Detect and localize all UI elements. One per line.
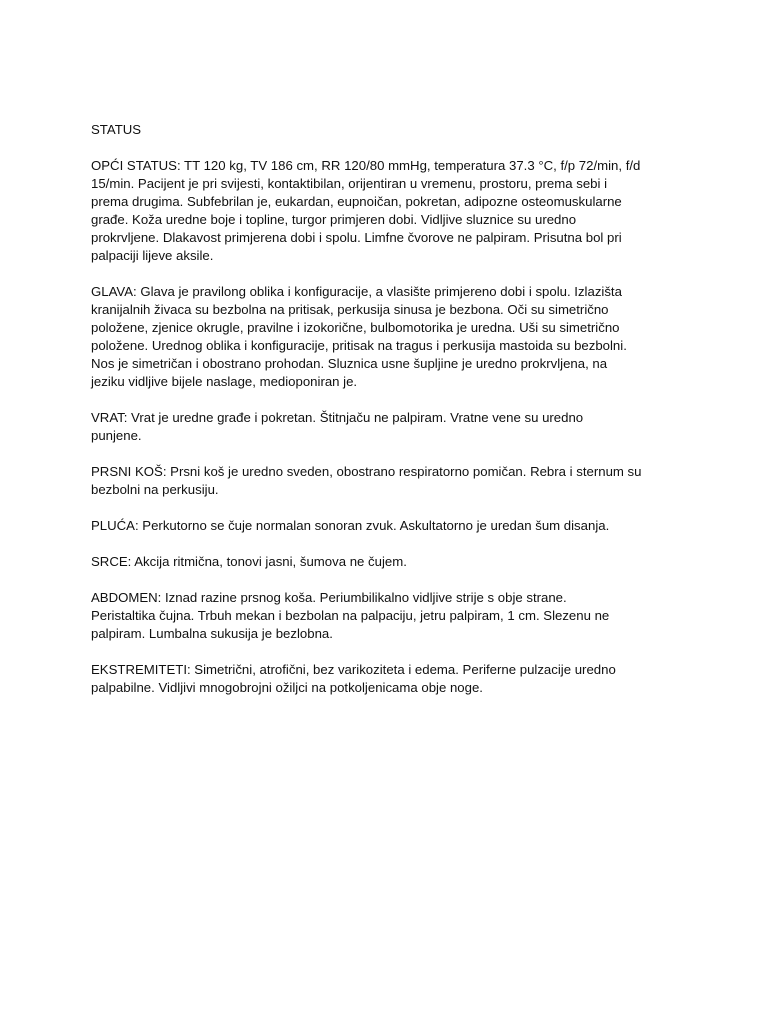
section-pluca (91, 517, 691, 535)
section-vrat (91, 409, 691, 445)
section-line: palpiram. Lumbalna sukusija je bezlobna. (91, 626, 333, 641)
section-glava (91, 283, 691, 391)
section-line: položene, zjenice okrugle, pravilne i izokorične, bulbomotorika je uredna. Uši su simetrično (91, 320, 620, 335)
section-line: Peristaltika čujna. Trbuh mekan i bezbolan na palpaciju, jetru palpiram, 1 cm. Slezenu ne (91, 608, 610, 623)
section-line: palpaciji lijeve aksile. (91, 248, 214, 263)
document-page (91, 121, 691, 715)
section-line: 15/min. Pacijent je pri svijesti, kontaktibilan, orijentiran u vremenu, prostoru, prema sebi i (91, 176, 608, 191)
section-opci-status (91, 157, 691, 265)
document-heading: STATUS (91, 122, 142, 137)
section-line: VRAT: Vrat je uredne građe i pokretan. Štitnjaču ne palpiram. Vratne vene su uredno (91, 410, 584, 425)
section-line: PLUĆA: Perkutorno se čuje normalan sonoran zvuk. Askultatorno je uredan šum disanja. (91, 518, 610, 533)
section-line: kranijalnih živaca su bezbolna na pritisak, perkusija sinusa je bezbona. Oči su simetrično (91, 302, 609, 317)
section-line: prokrvljene. Dlakavost primjerena dobi i spolu. Limfne čvorove ne palpiram. Prisutna bol pri (91, 230, 622, 245)
section-line: prema drugima. Subfebrilan je, eukardan, eupnoičan, pokretan, adipozne osteomuskularne (91, 194, 622, 209)
section-ekstremiteti (91, 661, 691, 697)
document-sections (91, 157, 691, 697)
section-line: Nos je simetričan i obostrano prohodan. Sluznica usne šupljine je uredno prokrvljena, na (91, 356, 608, 371)
section-line: punjene. (91, 428, 142, 443)
section-line: položene. Urednog oblika i konfiguracije, pritisak na tragus i perkusija mastoida su bezbolni. (91, 338, 627, 353)
section-line: GLAVA: Glava je pravilong oblika i konfiguracije, a vlasište primjereno dobi i spolu. Izlazišta (91, 284, 622, 299)
section-line: palpabilne. Vidljivi mnogobrojni ožiljci na potkoljenicama obje noge. (91, 680, 483, 695)
section-prsni-kos (91, 463, 691, 499)
section-line: jeziku vidljive bijele naslage, medioponiran je. (91, 374, 358, 389)
section-srce (91, 553, 691, 571)
section-line: PRSNI KOŠ: Prsni koš je uredno sveden, obostrano respiratorno pomičan. Rebra i sternum su (91, 464, 642, 479)
section-line: ABDOMEN: Iznad razine prsnog koša. Periumbilikalno vidljive strije s obje strane. (91, 590, 567, 605)
section-line: bezbolni na perkusiju. (91, 482, 219, 497)
section-line: SRCE: Akcija ritmična, tonovi jasni, šumova ne čujem. (91, 554, 407, 569)
section-line: građe. Koža uredne boje i topline, turgor primjeren dobi. Vidljive sluznice su uredno (91, 212, 577, 227)
section-line: EKSTREMITETI: Simetrični, atrofični, bez varikoziteta i edema. Periferne pulzacije uredno (91, 662, 616, 677)
section-line: OPĆI STATUS: TT 120 kg, TV 186 cm, RR 120/80 mmHg, temperatura 37.3 °C, f/p 72/min, f/d (91, 158, 641, 173)
section-abdomen (91, 589, 691, 643)
